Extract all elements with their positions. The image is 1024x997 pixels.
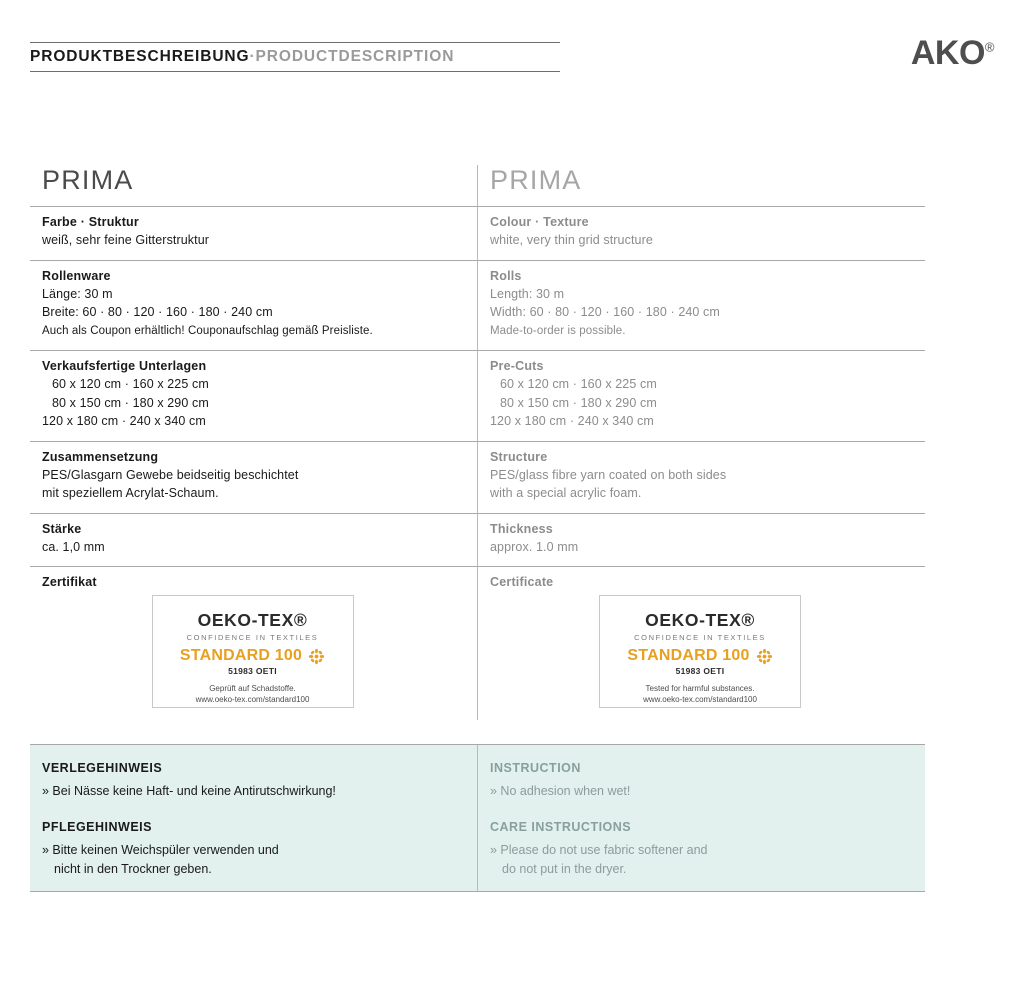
rolls-length-en: Length: 30 m [490, 286, 565, 301]
oeko-tex-note-de-line1: Geprüft auf Schadstoffe. [209, 684, 296, 693]
product-name-en-cell [477, 165, 924, 206]
table-row-rolls [30, 261, 925, 352]
oeko-tex-url-en: www.oeko-tex.com/standard100 [643, 695, 757, 704]
precuts-size-en-1: 60 x 120 cm · 160 x 225 cm [500, 377, 657, 391]
care-line-en-1: » Please do not use fabric softener and [490, 843, 708, 857]
colour-label-en: Colour · Texture [490, 215, 589, 229]
structure-line2-en: with a special acrylic foam. [490, 486, 642, 500]
precuts-en-cell [477, 351, 924, 441]
precuts-size-de-2: 80 x 150 cm · 180 x 290 cm [52, 395, 209, 410]
precuts-size-de-1: 60 x 120 cm · 160 x 225 cm [52, 377, 209, 391]
ako-logo [911, 34, 994, 73]
care-heading-de: PFLEGEHINWEIS [42, 820, 152, 834]
oeko-tex-note-en-line1: Tested for harmful substances. [645, 684, 755, 693]
oeko-tex-number-en: 51983 OETI [675, 666, 725, 676]
care-line-de-1: » Bitte keinen Weichspüler verwenden und [42, 843, 279, 857]
thickness-label-de: Stärke [42, 521, 82, 536]
certificate-label-en: Certificate [490, 575, 554, 589]
page-title-de: PRODUKTBESCHREIBUNG [30, 48, 250, 65]
instruction-line-en: » No adhesion when wet! [490, 784, 631, 798]
table-row-structure [30, 442, 925, 514]
certificate-de-cell [30, 567, 477, 720]
instructions-en-cell [477, 745, 924, 891]
colour-de-cell [30, 207, 477, 260]
ako-logo-text: AKO [910, 34, 985, 72]
precuts-size-de-3: 120 x 180 cm · 240 x 340 cm [42, 414, 206, 428]
rolls-note-en: Made-to-order is possible. [490, 324, 626, 337]
rolls-label-de: Rollenware [42, 268, 111, 283]
rolls-de-cell [30, 261, 477, 351]
page-header [30, 34, 994, 92]
structure-line1-en: PES/glass fibre yarn coated on both sides [490, 467, 727, 482]
thickness-de-cell [30, 514, 477, 567]
table-row-precuts [30, 351, 925, 442]
structure-line1-de: PES/Glasgarn Gewebe beidseitig beschichtet [42, 467, 299, 482]
oeko-tex-title-en: OEKO-TEX® [645, 610, 755, 630]
table-row-certificate [30, 567, 925, 720]
table-row-colour [30, 207, 925, 261]
oeko-tex-label-en [599, 595, 801, 708]
colour-value-en: white, very thin grid structure [490, 233, 653, 247]
instructions-de-cell [30, 745, 477, 891]
precuts-size-en-3: 120 x 180 cm · 240 x 340 cm [490, 414, 654, 428]
structure-label-de: Zusammensetzung [42, 449, 159, 464]
page-title [30, 42, 560, 72]
structure-label-en: Structure [490, 449, 548, 464]
precuts-label-de: Verkaufsfertige Unterlagen [42, 359, 207, 373]
instructions-panel [30, 744, 925, 892]
structure-de-cell [30, 442, 477, 513]
colour-value-de: weiß, sehr feine Gitterstruktur [42, 233, 210, 247]
table-row-product-name [30, 165, 925, 207]
table-row-thickness [30, 514, 925, 568]
oeko-tex-standard-en: STANDARD 100 [627, 647, 750, 664]
precuts-label-en: Pre-Cuts [490, 359, 544, 373]
rolls-note-de: Auch als Coupon erhältlich! Couponaufschlag gemäß Preisliste. [42, 324, 373, 337]
flower-icon [756, 648, 773, 665]
oeko-tex-standard-de: STANDARD 100 [179, 647, 303, 664]
specification-table [30, 165, 925, 720]
care-line-de-2: nicht in den Trockner geben. [54, 862, 212, 876]
thickness-value-de: ca. 1,0 mm [42, 539, 105, 554]
structure-en-cell [477, 442, 924, 513]
rolls-width-en: Width: 60 · 80 · 120 · 160 · 180 · 240 cm [490, 305, 720, 319]
page-title-separator: · [249, 48, 256, 65]
instruction-line-de: » Bei Nässe keine Haft- und keine Antirutschwirkung! [42, 784, 336, 798]
rolls-width-de: Breite: 60 · 80 · 120 · 160 · 180 · 240 cm [42, 305, 273, 319]
page-title-en: PRODUCTDESCRIPTION [255, 48, 455, 65]
rolls-length-de: Länge: 30 m [42, 286, 113, 301]
colour-en-cell [477, 207, 924, 260]
structure-line2-de: mit speziellem Acrylat-Schaum. [42, 486, 219, 500]
oeko-tex-url-de: www.oeko-tex.com/standard100 [195, 695, 310, 704]
instruction-heading-en: INSTRUCTION [490, 761, 581, 775]
registered-trademark-icon: ® [984, 39, 994, 55]
oeko-tex-subtitle-de: CONFIDENCE IN TEXTILES [186, 633, 319, 642]
oeko-tex-number-de: 51983 OETI [228, 666, 277, 676]
oeko-tex-subtitle-en: CONFIDENCE IN TEXTILES [634, 633, 766, 642]
precuts-de-cell [30, 351, 477, 441]
certificate-en-cell [477, 567, 924, 720]
thickness-label-en: Thickness [490, 521, 553, 536]
rolls-label-en: Rolls [490, 268, 522, 283]
colour-label-de: Farbe · Struktur [42, 215, 139, 229]
thickness-en-cell [477, 514, 924, 567]
instruction-heading-de: VERLEGEHINWEIS [42, 761, 163, 775]
oeko-tex-label-de [152, 595, 354, 708]
thickness-value-en: approx. 1.0 mm [490, 539, 579, 554]
rolls-en-cell [477, 261, 924, 351]
product-name-en: PRIMA [490, 165, 582, 195]
care-line-en-2: do not put in the dryer. [502, 862, 627, 876]
product-name-de-cell [30, 165, 477, 206]
product-name-de: PRIMA [42, 165, 134, 195]
precuts-size-en-2: 80 x 150 cm · 180 x 290 cm [500, 395, 657, 410]
care-heading-en: CARE INSTRUCTIONS [490, 820, 632, 834]
certificate-label-de: Zertifikat [42, 575, 97, 589]
flower-icon [308, 648, 325, 665]
oeko-tex-title-de: OEKO-TEX® [197, 610, 308, 630]
